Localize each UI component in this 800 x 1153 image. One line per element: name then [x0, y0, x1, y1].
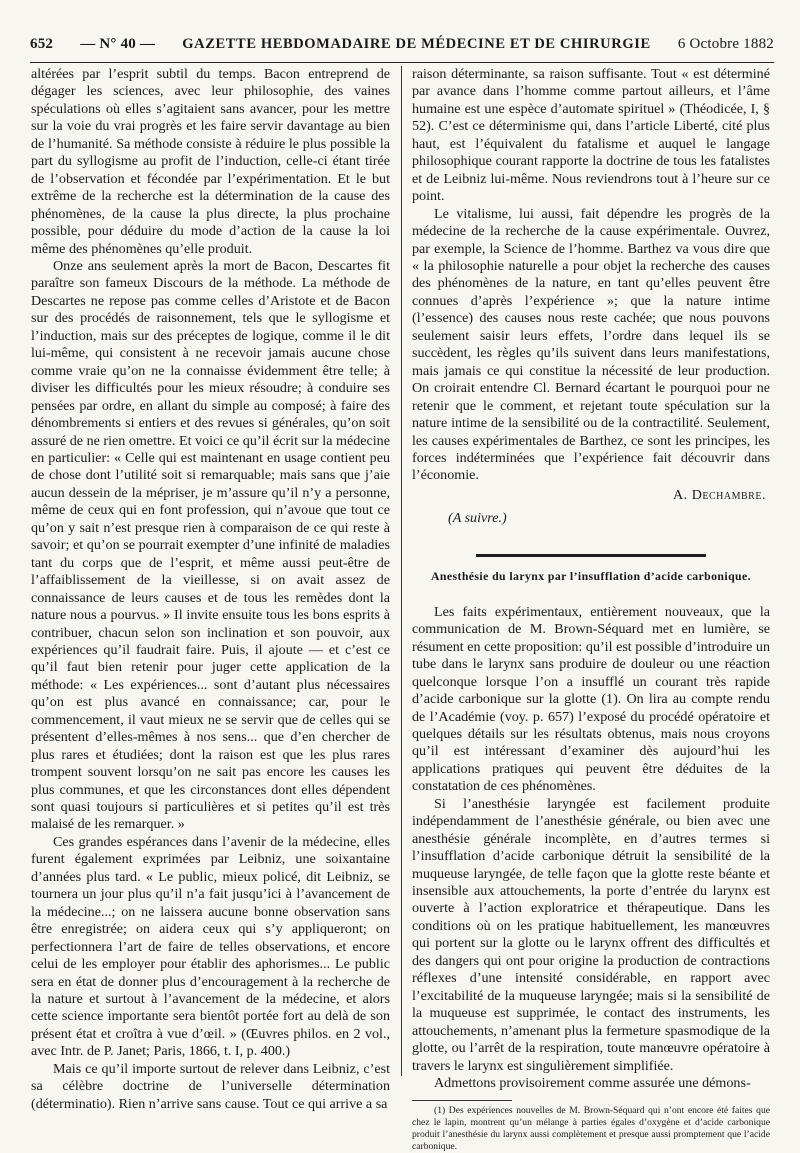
running-header	[30, 36, 774, 58]
article-separator	[476, 554, 706, 557]
paragraph: altérées par l’esprit subtil du temps. Bacon entreprend de dégager les sciences, avec leur philosophie, des vaines spéculations où elles s’agitaient sans avancer, pour les mettre sur la voie du vrai progrès et les faire servir davantage au bien de l’humanité. Sa méthode consiste à réduire le plus possible la part du syllogisme au profit de l’induction, celle-ci étant tirée de l’observation et fécondée par l’expérimentation. Et le but extrême de la recherche est la détermination de la cause des phénomènes, de la cause la plus directe, la plus prochaine possible, pour déduire du mode d’action de la cause la loi même des phénomènes qu’elle produit.	[31, 66, 390, 257]
column-divider	[401, 66, 402, 1076]
issue-number: — N° 40 —	[80, 36, 156, 52]
journal-title: GAZETTE HEBDOMADAIRE DE MÉDECINE ET DE CHIRURGIE	[182, 36, 651, 52]
paragraph: Si l’anesthésie laryngée est facilement produite indépendamment de l’anesthésie générale, ou bien avec une anesthésie générale incomplète, en d’autres termes si l’insufflation d’acide carbonique détruit la sensibilité de la muqueuse laryngée, de telle façon que la glotte reste béante et insensible aux attouchements, la porte d’entrée du larynx est ouverte à l’action exploratrice et thérapeutique. Dans les conditions où on les pratique habituellement, les manœuvres qui portent sur la glotte ou le larynx offrent des difficultés et des dangers qui ont pour origine la production de contractions réflexes d’une intensité considérable, en rapport avec l’excitabilité de la muqueuse laryngée; mais si la sensibilité de la muqueuse est supprimée, le contact des instruments, les attouchements, n’amenant plus la fermeture spasmodique de la glotte, ou l’arrêt de la respiration, toute manœuvre opératoire à travers le larynx est singulièrement simplifiée.	[412, 795, 770, 1074]
paragraph: Ces grandes espérances dans l’avenir de la médecine, elles furent également exprimées par Leibniz, une soixantaine d’années plus tard. « Le public, mieux policé, dit Leibniz, se tournera un jour plus qu’il n’a fait jusqu’ici à l’avancement de la médecine...; on ne laissera aucune bonne observation sans être enregistrée; on aidera ceux qui s’y appliqueront; on perfectionnera l’art de faire de telles observations, et encore celui de les employer pour établir des aphorismes... Le public sera en état de donner plus d’encouragement à la recherche de la nature et surtout à l’avancement de la médecine, et alors cette science importante sera bientôt portée fort au delà de son présent état et croîtra à vue d’œil. » (Œuvres philos. en 2 vol., avec Intr. de P. Janet; Paris, 1866, t. I, p. 400.)	[31, 833, 390, 1060]
footnote-rule	[412, 1100, 512, 1101]
paragraph: raison déterminante, sa raison suffisante. Tout « est déterminé par avance dans l’homme comme partout ailleurs, et l’âme humaine est une espèce d’automate spirituel » (Théodicée, I, § 52). C’est ce déterminisme qui, dans l’article Liberté, cité plus haut, est l’équivalent du fatalisme et auquel le langage philosophique courant rapporte la doctrine de tous les fatalistes et de Leibniz lui-même. Nous reviendrons tout à l’heure sur ce point.	[412, 66, 770, 205]
paragraph: Admettons provisoirement comme assurée une démons-	[434, 1075, 751, 1092]
to-be-continued: (A suivre.)	[448, 510, 507, 527]
left-column	[31, 66, 390, 1113]
author-signature: A. Dechambre.	[673, 486, 766, 503]
page-number: 652	[30, 36, 54, 52]
paragraph: Le vitalisme, lui aussi, fait dépendre les progrès de la médecine de la recherche de la cause expérimentale. Ouvrez, par exemple, la Science de l’homme. Barthez va vous dire que « la philosophie naturelle a pour objet la recherche des causes des phénomènes de la nature, en tant qu’elles peuvent être connues d’après l’expérience »; que la nature intime (l’essence) des causes nous reste cachée; que nous pouvons seulement saisir leurs effets, l’ordre dans lequel ils se succèdent, les règles qu’ils suivent dans leurs manifestations, mais jamais ce qui constitue la nécessité de leur production. On croirait entendre Cl. Bernard écartant le pourquoi pour ne retenir que le comment, et rejetant toute spéculation sur la nature intime de la sensibilité ou de la contractilité. Seulement, les causes expérimentales de Barthez, ce sont les principes, les forces indéterminées que l’expérience fait découvrir dans l’économie.	[412, 205, 770, 484]
footnote: (1) Des expériences nouvelles de M. Brown-Séquard qui n’ont encore été faites que chez le lapin, montrent qu’un mélange à parties égales d’oxygène et d’acide carbonique produit l’anesthésie du larynx aussi complètement et presque aussi promptement que l’acide carbonique.	[412, 1105, 770, 1152]
issue-date: 6 Octobre 1882	[677, 36, 774, 52]
right-column	[412, 66, 770, 1153]
article-title: Anesthésie du larynx par l’insufflation d’acide carbonique.	[431, 568, 751, 583]
paragraph: Mais ce qu’il importe surtout de relever dans Leibniz, c’est sa célèbre doctrine de l’universelle détermination (déterminatio). Rien n’arrive sans cause. Tout ce qui arrive a sa	[31, 1060, 390, 1112]
paragraph: Les faits expérimentaux, entièrement nouveaux, que la communication de M. Brown-Séquard met en lumière, se résument en cette proposition: qu’il est possible d’introduire un tube dans le larynx sans produire de douleur ou une réaction quelconque lorsque l’on a insufflé un courant très rapide d’acide carbonique sur la glotte (1). On lira au compte rendu de l’Académie (voy. p. 657) l’exposé du procédé opératoire et quelques détails sur les résultats obtenus, mais nous croyons qu’il est intéressant d’examiner dès aujourd’hui les applications pratiques qui peuvent être déduites de la constatation de ces phénomènes.	[412, 603, 770, 795]
paragraph: Onze ans seulement après la mort de Bacon, Descartes fit paraître son fameux Discours de la méthode. La méthode de Descartes ne repose pas comme celles d’Aristote et de Bacon sur des procédés de raisonnement, tels que le syllogisme et l’induction, mais sur des préceptes de logique, comme il le dit lui-même, qui consistent à ne recevoir jamais aucune chose comme vraie qu’on ne la connaisse évidemment être telle; à diviser les difficultés pour les mieux résoudre; à conduire ses pensées par ordre, en allant du simple au composé; à faire des dénombrements si entiers et des revues si générales, qu’on soit assuré de ne rien omettre. Et voici ce qu’il écrit sur la médecine en particulier: « Celle qui est maintenant en usage contient peu de chose dont l’utilité soit si remarquable; mais sans que j’aie aucun dessein de la mépriser, je m’assure qu’il n’y a personne, même de ceux qui en font profession, qui n’avoue que tout ce qu’on y sait n’est presque rien à comparaison de ce qui reste à savoir; et qu’on se pourrait exempter d’une infinité de maladies tant du corps que de l’esprit, et même aussi peut-être de l’affaiblissement de la vieillesse, si on avait assez de connaissance de leurs causes et de tous les remèdes dont la nature nous a pourvus. » Il invite ensuite tous les bons esprits à contribuer, chacun selon son inclination et son pouvoir, aux expériences qu’il faudrait faire. Puis, il ajoute — et c’est ce qu’il faut bien retenir pour juger cette application de la méthode: « Les expériences... sont d’autant plus nécessaires qu’on est plus avancé en connaissance; car, pour le commencement, il vaut mieux ne se servir que de celles qui se présentent d’elles-mêmes à nos sens... que d’en chercher de plus rares et étudiées; dont la raison est que les plus rares trompent souvent lorsqu’on ne sait pas encore les causes les plus communes, et que les circonstances dont elles dépendent sont quasi toujours si particulières et si petites qu’il est très malaisé de les remarquer. »	[31, 257, 390, 833]
header-rule	[30, 62, 774, 63]
